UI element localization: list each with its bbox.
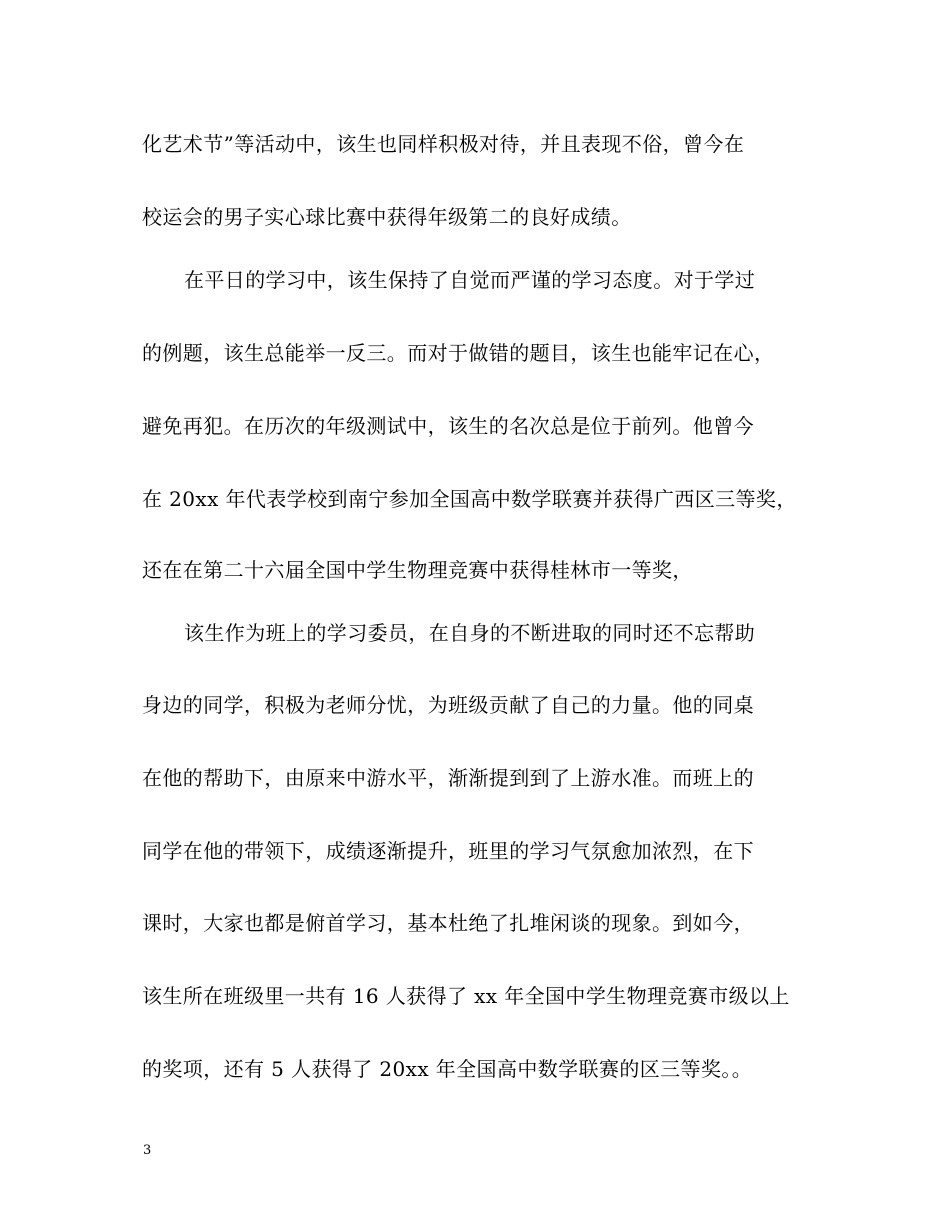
paragraph-line: 在平日的学习中，该生保持了自觉而严谨的学习态度。对于学过 — [184, 268, 756, 292]
paragraph-line: 的例题，该生总能举一反三。而对于做错的题目，该生也能牢记在心， — [142, 341, 775, 365]
paragraph-line: 还在在第二十六届全国中学生物理竞赛中获得桂林市一等奖， — [142, 558, 693, 582]
paragraph-line: 的奖项，还有 5 人获得了 20xx 年全国高中数学联赛的区三等奖。。 — [142, 1057, 753, 1081]
paragraph-line: 避免再犯。在历次的年级测试中，该生的名次总是位于前列。他曾今 — [142, 414, 754, 438]
page-number: 3 — [143, 1143, 152, 1158]
paragraph-line: 在他的帮助下，由原来中游水平，渐渐提到到了上游水准。而班上的 — [142, 766, 754, 790]
paragraph-line: 同学在他的带领下，成绩逐渐提升，班里的学习气氛愈加浓烈，在下 — [142, 839, 754, 863]
paragraph-line: 课时，大家也都是俯首学习，基本杜绝了扎堆闲谈的现象。到如今， — [142, 911, 754, 935]
paragraph-line: 该生作为班上的学习委员，在自身的不断进取的同时还不忘帮助 — [184, 621, 756, 645]
paragraph-line: 校运会的男子实心球比赛中获得年级第二的良好成绩。 — [142, 205, 632, 229]
paragraph-line: 身边的同学，积极为老师分忧，为班级贡献了自己的力量。他的同桌 — [142, 693, 754, 717]
paragraph-line: 该生所在班级里一共有 16 人获得了 xx 年全国中学生物理竞赛市级以上 — [142, 984, 790, 1008]
paragraph-line: 化艺术节”等活动中，该生也同样积极对待，并且表现不俗，曾今在 — [142, 132, 745, 156]
paragraph-line: 在 20xx 年代表学校到南宁参加全国高中数学联赛并获得广西区三等奖， — [142, 487, 797, 511]
